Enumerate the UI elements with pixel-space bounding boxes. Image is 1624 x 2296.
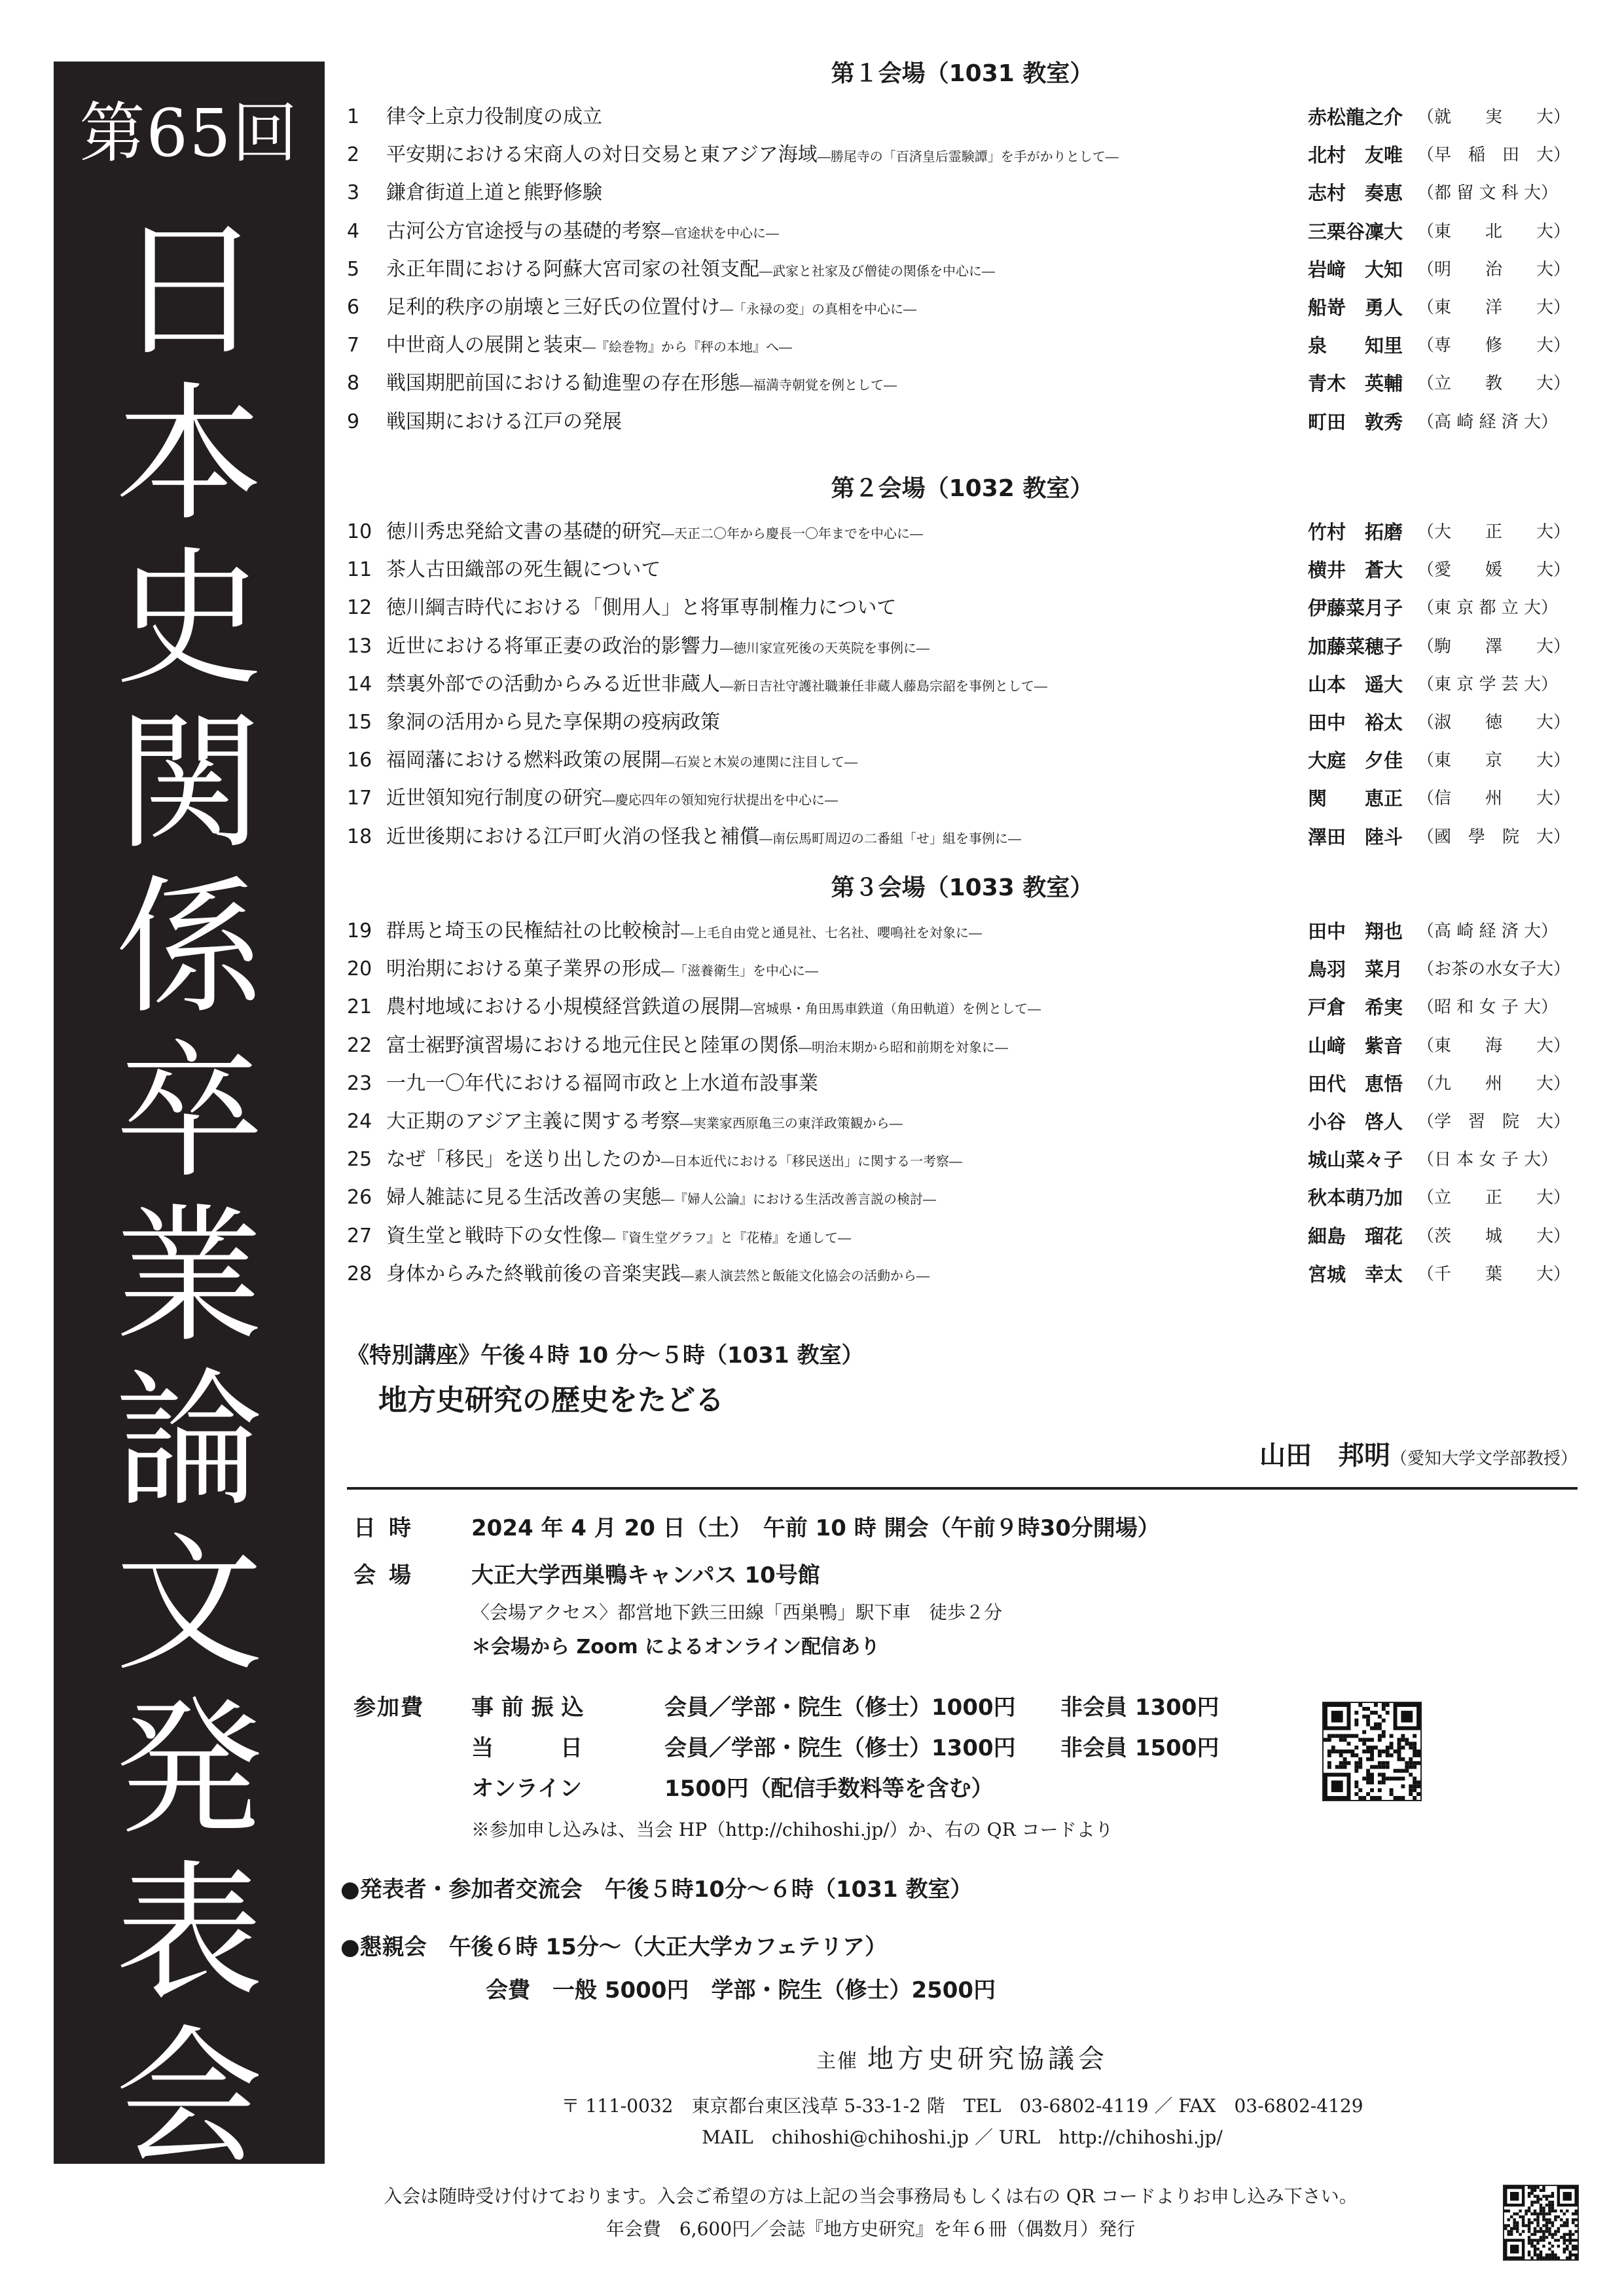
presentation-title: [386, 136, 1322, 175]
date-value: 2024 年 4 月 20 日（土） 午前 10 時 開会（午前９時30分開場）: [471, 1515, 1160, 1541]
title-subtitle: ―素人演芸然と飯能文化協会の活動から―: [681, 1267, 929, 1283]
presentation-row: [347, 136, 1578, 174]
presentation-title: [386, 551, 1322, 590]
presenter-university: （東 海 大）: [1417, 1035, 1571, 1056]
presentation-title: [386, 1255, 1322, 1295]
presentation-title: [386, 174, 1322, 213]
presentation-number: 22: [347, 1033, 372, 1057]
presentation-title: [386, 1141, 1322, 1180]
title-main: 律令上京力役制度の成立: [386, 105, 602, 128]
title-main: 福岡藩における燃料政策の展開: [386, 749, 661, 772]
title-char: 日: [115, 205, 263, 377]
fee-nonmember: 非会員 1500円: [1060, 1735, 1219, 1761]
presentation-number: 23: [347, 1071, 372, 1095]
presenter-university: （九 州 大）: [1417, 1073, 1571, 1094]
presentation-title: [386, 704, 1322, 743]
sponsor-prefix: 主催: [816, 2050, 858, 2073]
presentation-title: [386, 289, 1322, 328]
fee-kind: 事 前 振 込: [471, 1695, 584, 1721]
presenter-name: 田中 翔也: [1308, 920, 1403, 942]
presentation-title: [386, 1065, 1322, 1104]
title-main: 鎌倉街道上道と熊野修験: [386, 181, 602, 205]
presentation-row: [347, 742, 1578, 780]
presenter-name: 横井 蒼大: [1308, 559, 1403, 582]
title-main: 農村地域における小規模経営鉄道の展開: [386, 996, 740, 1019]
presentation-title: [386, 950, 1322, 990]
special-lecture-speaker: [1259, 1435, 1578, 1472]
presenter-university: （信 州 大）: [1417, 789, 1571, 809]
title-char: 会: [115, 2012, 263, 2184]
title-char: 発: [115, 1683, 263, 1856]
presenter-university: （東 京 都 立 大）: [1417, 598, 1559, 619]
title-subtitle: ―勝尾寺の「百済皇后霊験譚」を手がかりとして―: [817, 149, 1119, 165]
presenter-name: 田代 恵悟: [1308, 1072, 1403, 1095]
title-subtitle: ―石炭と木炭の連関に注目して―: [661, 754, 857, 770]
annual-fee-note: 年会費 6,600円／会誌『地方史研究』を年６冊（偶数月）発行: [605, 2218, 1136, 2240]
presentation-row: [347, 1027, 1578, 1065]
title-subtitle: ―実業家西原亀三の東洋政策観から―: [679, 1115, 903, 1131]
presentation-row: [347, 551, 1578, 589]
presentation-number: 27: [347, 1224, 372, 1247]
presentation-title: [386, 513, 1322, 552]
title-subtitle: ―官途状を中心に―: [661, 224, 779, 241]
fee-member: 1500円（配信手数料等を含む）: [664, 1776, 994, 1802]
speaker-affiliation: （愛知大学文学部教授）: [1390, 1449, 1578, 1469]
title-main: 象洞の活用から見た享保期の疫病政策: [386, 711, 720, 734]
presentation-title: [386, 780, 1322, 819]
venue-heading: 第３会場（1033 教室）: [831, 874, 1094, 901]
title-main: なぜ「移民」を送り出したのか: [386, 1148, 661, 1172]
fee-label: 参加費: [353, 1695, 424, 1721]
presentation-number: 28: [347, 1262, 372, 1285]
presenter-university: （高 崎 経 済 大）: [1417, 412, 1559, 432]
presentation-number: 16: [347, 749, 372, 772]
speaker-name: 山田 邦明: [1259, 1441, 1390, 1471]
presenter-name: 澤田 陸斗: [1308, 825, 1403, 848]
presentation-row: [347, 213, 1578, 251]
special-lecture-title: 地方史研究の歴史をたどる: [378, 1384, 724, 1417]
title-subtitle: ―南伝馬町周辺の二番組「せ」組を事例に―: [759, 830, 1021, 846]
membership-note: 入会は随時受け付けております。入会ご希望の方は上記の当会事務局もしくは右の QR コードよりお申し込み下さい。: [384, 2185, 1358, 2207]
title-subtitle: ―上毛自由党と通見社、七名社、嚶鳴社を対象に―: [681, 925, 982, 941]
presenter-name: 城山菜々子: [1308, 1149, 1403, 1172]
fee-kind: オンライン: [471, 1776, 582, 1802]
presenter-name: 田中 裕太: [1308, 711, 1403, 734]
title-subtitle: ―「永禄の変」の真相を中心に―: [720, 301, 916, 317]
presentation-row: [347, 513, 1578, 551]
presenter-university: （茨 城 大）: [1417, 1226, 1571, 1246]
presentation-title: [386, 988, 1322, 1028]
presenter-university: （昭 和 女 子 大）: [1417, 997, 1559, 1018]
title-char: 関: [115, 698, 263, 870]
presenter-name: 鳥羽 菜月: [1308, 958, 1403, 981]
title-char: 文: [115, 1519, 263, 1691]
presentation-title: [386, 628, 1322, 667]
presentation-number: 20: [347, 958, 372, 981]
presenter-university: （高 崎 経 済 大）: [1417, 922, 1559, 941]
presenter-name: 志村 奏恵: [1308, 182, 1403, 205]
title-char: 係: [115, 862, 263, 1034]
presentation-row: [347, 988, 1578, 1026]
presentation-title: [386, 1217, 1322, 1257]
title-main: 徳川秀忠発給文書の基礎的研究: [386, 520, 661, 543]
presenter-name: 船嵜 勇人: [1308, 296, 1403, 319]
presentation-title: [386, 589, 1322, 628]
title-main: 平安期における宋商人の対日交易と東アジア海域: [386, 143, 818, 167]
presentation-number: 21: [347, 996, 372, 1019]
presentation-title: [386, 818, 1322, 857]
presenter-name: 関 恵正: [1308, 787, 1403, 810]
presenter-university: （國 學 院 大）: [1417, 827, 1571, 847]
title-subtitle: ―慶応四年の領知宛行状提出を中心に―: [602, 792, 838, 808]
title-main: 古河公方官途授与の基礎的考察: [386, 219, 661, 243]
presentation-number: 11: [347, 558, 372, 582]
presenter-name: 山﨑 紫音: [1308, 1034, 1403, 1057]
presenter-name: 細島 瑠花: [1308, 1225, 1403, 1247]
party-info: ●懇親会 午後６時 15分～（大正大学カフェテリア）: [340, 1934, 888, 1960]
title-main: 近世後期における江戸町火消の怪我と補償: [386, 825, 759, 848]
presentation-number: 1: [347, 105, 360, 128]
title-subtitle: ―天正二〇年から慶長一〇年までを中心に―: [661, 526, 923, 541]
vertical-title: [54, 205, 325, 2184]
presentation-row: [347, 818, 1578, 856]
presenter-university: （学 習 院 大）: [1417, 1112, 1571, 1132]
presenter-name: 青木 英輔: [1308, 372, 1403, 395]
presenter-university: （立 正 大）: [1417, 1188, 1571, 1208]
presentation-row: [347, 1217, 1578, 1255]
party-fee: 会費 一般 5000円 学部・院生（修士）2500円: [486, 1977, 996, 2003]
presentation-row: [347, 950, 1578, 988]
title-subtitle: ―宮城県・角田馬車鉄道（角田軌道）を例として―: [740, 1001, 1041, 1017]
application-qr-code[interactable]: [1322, 1702, 1422, 1801]
presentation-number: 8: [347, 372, 360, 395]
presenter-university: （明 治 大）: [1417, 259, 1571, 279]
title-char: 卒: [115, 1026, 263, 1198]
title-main: 戦国期肥前国における勧進聖の存在形態: [386, 372, 740, 395]
presentation-number: 14: [347, 672, 372, 696]
venue-heading: 第２会場（1032 教室）: [831, 475, 1094, 502]
presentation-row: [347, 704, 1578, 742]
title-subtitle: ―「滋養衛生」を中心に―: [661, 963, 818, 979]
place-label: 会場: [353, 1562, 424, 1588]
presentation-row: [347, 912, 1578, 950]
presenter-university: （東 京 大）: [1417, 751, 1571, 771]
presentation-row: [347, 98, 1578, 136]
title-main: 群馬と埼玉の民権結社の比較検討: [386, 920, 681, 942]
presentation-row: [347, 403, 1578, 441]
presentation-title: [386, 327, 1322, 366]
presentation-number: 6: [347, 296, 360, 319]
title-main: 禁裏外部での活動からみる近世非蔵人: [386, 672, 720, 696]
presentation-title: [386, 213, 1322, 252]
presenter-name: 小谷 啓人: [1308, 1111, 1403, 1133]
presentation-row: [347, 1103, 1578, 1141]
title-subtitle: ―日本近代における「移民送出」に関する一考察―: [661, 1153, 962, 1170]
date-label: 日時: [353, 1515, 424, 1541]
presenter-name: 岩﨑 大知: [1308, 258, 1403, 281]
presentation-title: [386, 742, 1322, 781]
title-main: 一九一〇年代における福岡市政と上水道布設事業: [386, 1071, 818, 1095]
presentation-number: 24: [347, 1110, 372, 1133]
presenter-university: （立 教 大）: [1417, 374, 1571, 394]
presentation-row: [347, 1179, 1578, 1217]
presentation-row: [347, 174, 1578, 212]
presenter-university: （千 葉 大）: [1417, 1264, 1571, 1284]
title-char: 表: [115, 1848, 263, 2020]
presenter-university: （大 正 大）: [1417, 522, 1571, 542]
presentation-row: [347, 628, 1578, 666]
presentation-number: 7: [347, 334, 360, 357]
presentation-row: [347, 1141, 1578, 1179]
title-char: 史: [115, 533, 263, 706]
presentation-number: 9: [347, 410, 360, 433]
presenter-name: 秋本萌乃加: [1308, 1187, 1403, 1210]
presenter-name: 北村 友唯: [1308, 144, 1403, 167]
title-subtitle: ―明治末期から昭和前期を対象に―: [799, 1039, 1008, 1055]
title-main: 永正年間における阿蘇大宮司家の社領支配: [386, 257, 759, 281]
presentation-title: [386, 1027, 1322, 1066]
presentation-number: 15: [347, 711, 372, 734]
title-main: 足利的秩序の崩壊と三好氏の位置付け: [386, 296, 720, 319]
fee-member: 会員／学部・院生（修士）1300円: [664, 1735, 1016, 1761]
access-note: 〈会場アクセス〉都営地下鉄三田線「西巣鴨」駅下車 徒歩２分: [471, 1602, 1003, 1623]
title-subtitle: ―『婦人公論』における生活改善言説の検討―: [661, 1191, 936, 1208]
title-char: 論: [115, 1355, 263, 1527]
presentation-row: [347, 327, 1578, 365]
title-main: 大正期のアジア主義に関する考察: [386, 1110, 680, 1133]
presentation-row: [347, 666, 1578, 704]
title-main: 資生堂と戦時下の女性像: [386, 1224, 602, 1247]
presentation-number: 26: [347, 1186, 372, 1210]
presentation-row: [347, 1255, 1578, 1293]
title-main: 中世商人の展開と装束: [386, 334, 583, 357]
presenter-name: 戸倉 希実: [1308, 996, 1403, 1019]
presentation-number: 12: [347, 596, 372, 620]
membership-qr-code[interactable]: [1503, 2185, 1579, 2261]
title-subtitle: ―福満寺朝覚を例として―: [740, 377, 897, 393]
edition-label: 第65回: [79, 95, 299, 171]
presenter-university: （東 洋 大）: [1417, 298, 1571, 317]
presentation-number: 19: [347, 920, 372, 942]
sponsor-address: 〒 111-0032 東京都台東区浅草 5-33-1-2 階 TEL 03-6802-4119 ／ FAX 03-6802-4129: [561, 2095, 1363, 2117]
title-main: 婦人雑誌に見る生活改善の実態: [386, 1186, 661, 1210]
presentation-title: [386, 1179, 1322, 1218]
title-char: 業: [115, 1191, 263, 1363]
title-main: 富士裾野演習場における地元住民と陸軍の関係: [386, 1033, 799, 1057]
title-subtitle: ―武家と社家及び僧徒の関係を中心に―: [759, 262, 995, 279]
title-main: 徳川綱吉時代における「側用人」と将軍専制権力について: [386, 596, 897, 620]
presenter-university: （早 稲 田 大）: [1417, 145, 1571, 166]
presenter-university: （駒 澤 大）: [1417, 636, 1571, 656]
apply-note: ※参加申し込みは、当会 HP（http://chihoshi.jp/）か、右の QR コードより: [471, 1819, 1113, 1840]
title-subtitle: ―『絵巻物』から『秤の本地』へ―: [583, 339, 792, 355]
presenter-university: （愛 媛 大）: [1417, 560, 1571, 581]
presenter-university: （就 実 大）: [1417, 107, 1571, 127]
presenter-university: （お茶の水女子大）: [1417, 960, 1571, 980]
presenter-name: 竹村 拓磨: [1308, 521, 1403, 543]
presentation-number: 13: [347, 634, 372, 658]
presenter-name: 加藤菜穂子: [1308, 635, 1403, 658]
presentation-row: [347, 1065, 1578, 1103]
place-value: 大正大学西巣鴨キャンパス 10号館: [471, 1562, 820, 1588]
fee-nonmember: 非会員 1300円: [1060, 1695, 1219, 1721]
fee-member: 会員／学部・院生（修士）1000円: [664, 1695, 1016, 1721]
special-lecture-heading: 《特別講座》午後４時 10 分～５時（1031 教室）: [347, 1342, 864, 1369]
sponsor-name: 地方史研究協議会: [867, 2044, 1108, 2074]
presenter-name: 町田 敦秀: [1308, 410, 1403, 433]
presenter-name: 大庭 夕佳: [1308, 749, 1403, 772]
presentation-number: 5: [347, 257, 360, 281]
venue-heading: 第１会場（1031 教室）: [831, 60, 1094, 87]
presentation-title: [386, 403, 1322, 442]
title-sidebar: [54, 62, 325, 2184]
presentation-title: [386, 912, 1322, 952]
sponsor-contact: MAIL chihoshi@chihoshi.jp ／ URL http://chihoshi.jp/: [702, 2126, 1223, 2148]
presentation-number: 18: [347, 825, 372, 848]
presenter-university: （淑 徳 大）: [1417, 713, 1571, 732]
presentation-row: [347, 365, 1578, 403]
presentation-title: [386, 251, 1322, 290]
title-subtitle: ―『資生堂グラフ』と『花椿』を通して―: [602, 1229, 851, 1246]
presenter-university: （都 留 文 科 大）: [1417, 183, 1559, 204]
title-char: 本: [115, 369, 263, 541]
presenter-name: 赤松龍之介: [1308, 106, 1403, 128]
presentation-row: [347, 251, 1578, 289]
title-subtitle: ―新日吉社守護社職兼任非蔵人藤島宗韶を事例として―: [720, 677, 1047, 694]
presentation-title: [386, 98, 1322, 137]
presentation-number: 3: [347, 181, 360, 205]
section-divider: [347, 1487, 1578, 1490]
presentation-row: [347, 589, 1578, 627]
presentation-number: 10: [347, 520, 372, 543]
presenter-name: 伊藤菜月子: [1308, 597, 1403, 620]
presentation-title: [386, 365, 1322, 404]
title-main: 近世における将軍正妻の政治的影響力: [386, 634, 720, 658]
presenter-university: （東 北 大）: [1417, 221, 1571, 242]
fee-kind: 当 日: [471, 1735, 583, 1761]
title-main: 明治期における菓子業界の形成: [386, 958, 661, 981]
presentation-number: 2: [347, 143, 360, 167]
presenter-name: 三栗谷凜大: [1308, 220, 1403, 243]
presenter-name: 宮城 幸太: [1308, 1263, 1403, 1285]
presentation-title: [386, 1103, 1322, 1142]
presenter-name: 泉 知里: [1308, 334, 1403, 357]
presentation-number: 25: [347, 1148, 372, 1172]
presenter-university: （日 本 女 子 大）: [1417, 1150, 1559, 1170]
title-main: 身体からみた終戦前後の音楽実践: [386, 1262, 681, 1285]
title-main: 戦国期における江戸の発展: [386, 410, 622, 433]
title-main: 近世領知宛行制度の研究: [386, 787, 602, 810]
presentation-row: [347, 289, 1578, 327]
presenter-university: （専 修 大）: [1417, 336, 1571, 356]
exchange-meeting: ●発表者・参加者交流会 午後５時10分～６時（1031 教室）: [340, 1876, 973, 1903]
presenter-university: （東 京 学 芸 大）: [1417, 674, 1559, 694]
presentation-title: [386, 666, 1322, 705]
zoom-note: ＊会場から Zoom によるオンライン配信あり: [471, 1636, 880, 1659]
presenter-name: 山本 遥大: [1308, 673, 1403, 696]
presentation-number: 4: [347, 219, 360, 243]
sponsor: [347, 2041, 1578, 2080]
title-subtitle: ―徳川家宣死後の天英院を事例に―: [720, 639, 929, 656]
title-main: 茶人古田織部の死生観について: [386, 558, 661, 582]
presentation-row: [347, 780, 1578, 817]
presentation-number: 17: [347, 787, 372, 810]
